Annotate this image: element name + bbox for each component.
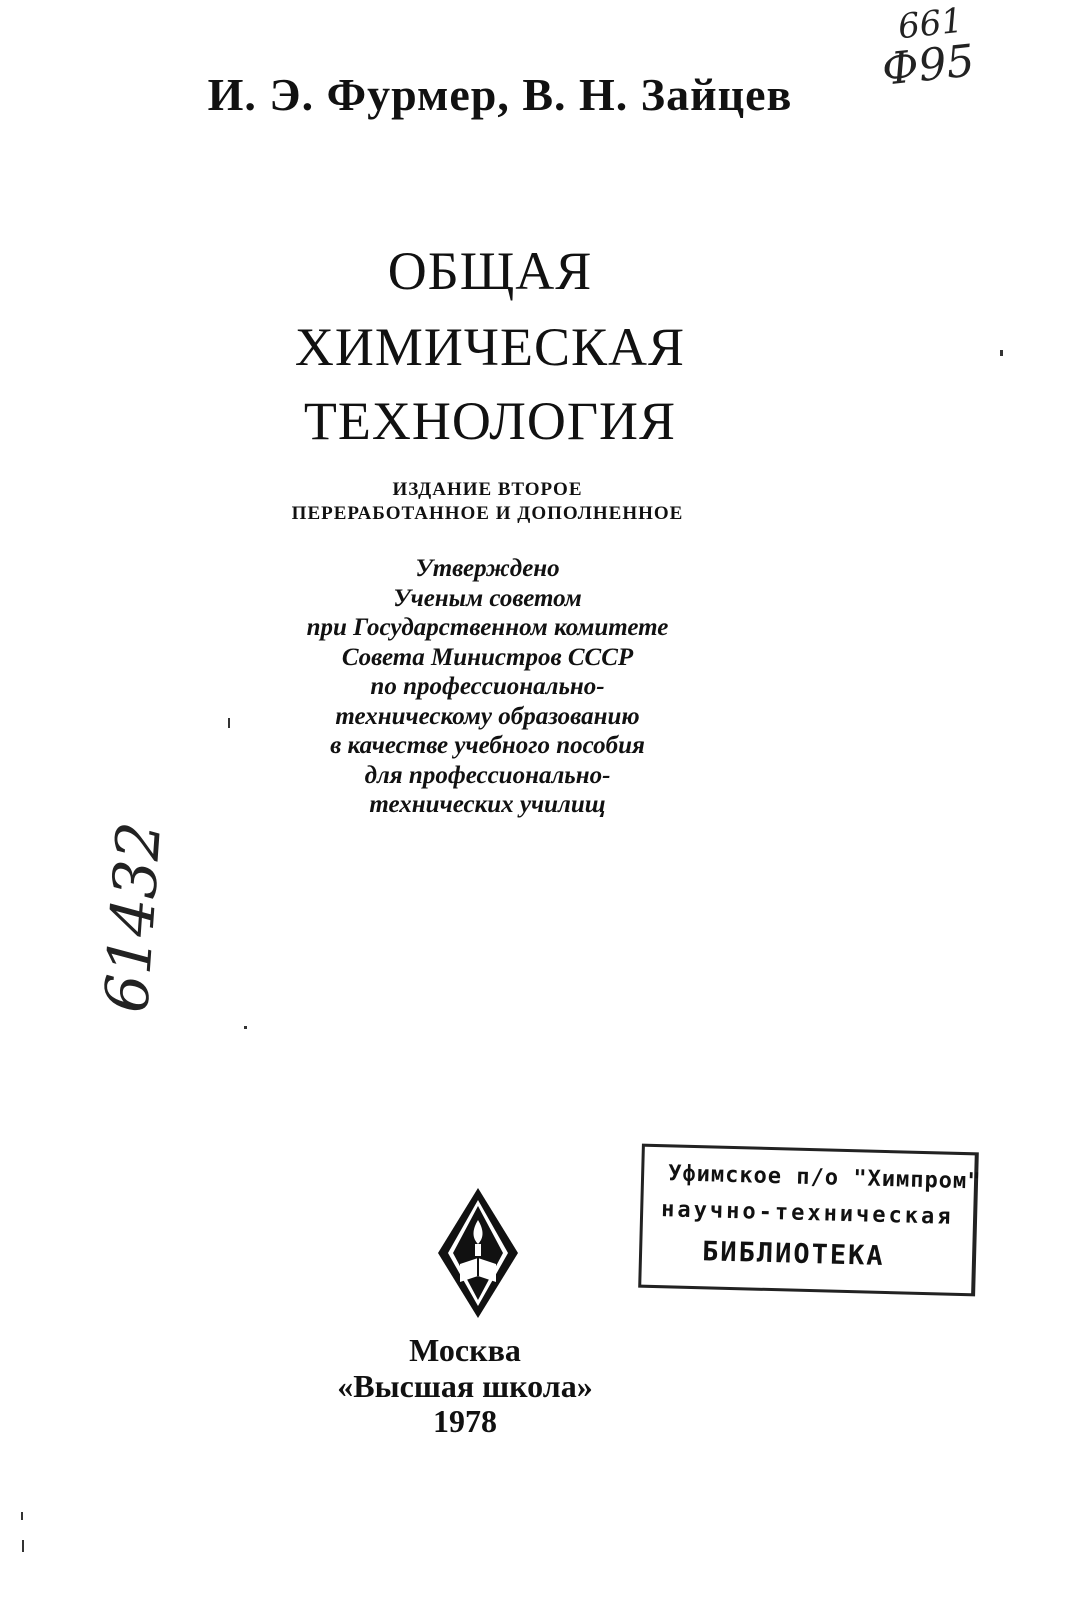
publisher-city: Москва — [409, 1332, 521, 1368]
stamp-line-3: БИБЛИОТЕКА — [701, 1236, 886, 1273]
stamp-line-1: Уфимское п/о "Химпром" — [667, 1161, 982, 1195]
stamp-line-2: научно-техническая — [660, 1197, 954, 1230]
edition-line-1: ИЗДАНИЕ ВТОРОЕ — [392, 479, 583, 500]
approval-line: Ученым советом — [393, 584, 582, 612]
print-speck — [22, 1540, 24, 1552]
print-speck — [228, 718, 230, 728]
print-speck — [1000, 350, 1003, 356]
handwritten-note-inventory: 61432 — [92, 819, 176, 1015]
approval-line: Утверждено — [415, 555, 560, 582]
approval-line: техническому образованию — [335, 702, 640, 730]
approval-line: при Государственном комитете — [306, 614, 669, 641]
handwritten-note-udc: 661 — [896, 0, 965, 48]
title-line-3: ТЕХНОЛОГИЯ — [303, 391, 677, 451]
publisher-emblem-icon — [436, 1186, 520, 1320]
approval-line: для профессионально- — [364, 761, 611, 789]
publication-year: 1978 — [433, 1403, 497, 1439]
handwritten-note-code: Ф95 — [879, 35, 977, 96]
approval-statement — [0, 554, 975, 820]
library-stamp — [638, 1144, 982, 1297]
publisher-name: «Высшая школа» — [337, 1368, 593, 1404]
approval-line: Совета Министров СССР — [341, 643, 634, 671]
approval-line: по профессионально- — [370, 673, 605, 700]
title-line-1: ОБЩАЯ — [387, 241, 593, 301]
edition-line-2: ПЕРЕРАБОТАННОЕ И ДОПОЛНЕННОЕ — [291, 503, 684, 524]
approval-line: в качестве учебного пособия — [330, 732, 645, 759]
title-line-2: ХИМИЧЕСКАЯ — [294, 317, 686, 377]
print-speck — [244, 1026, 247, 1029]
authors: И. Э. Фурмер, В. Н. Зайцев — [207, 69, 793, 120]
print-speck — [21, 1512, 23, 1520]
approval-line: технических училищ — [369, 791, 606, 818]
